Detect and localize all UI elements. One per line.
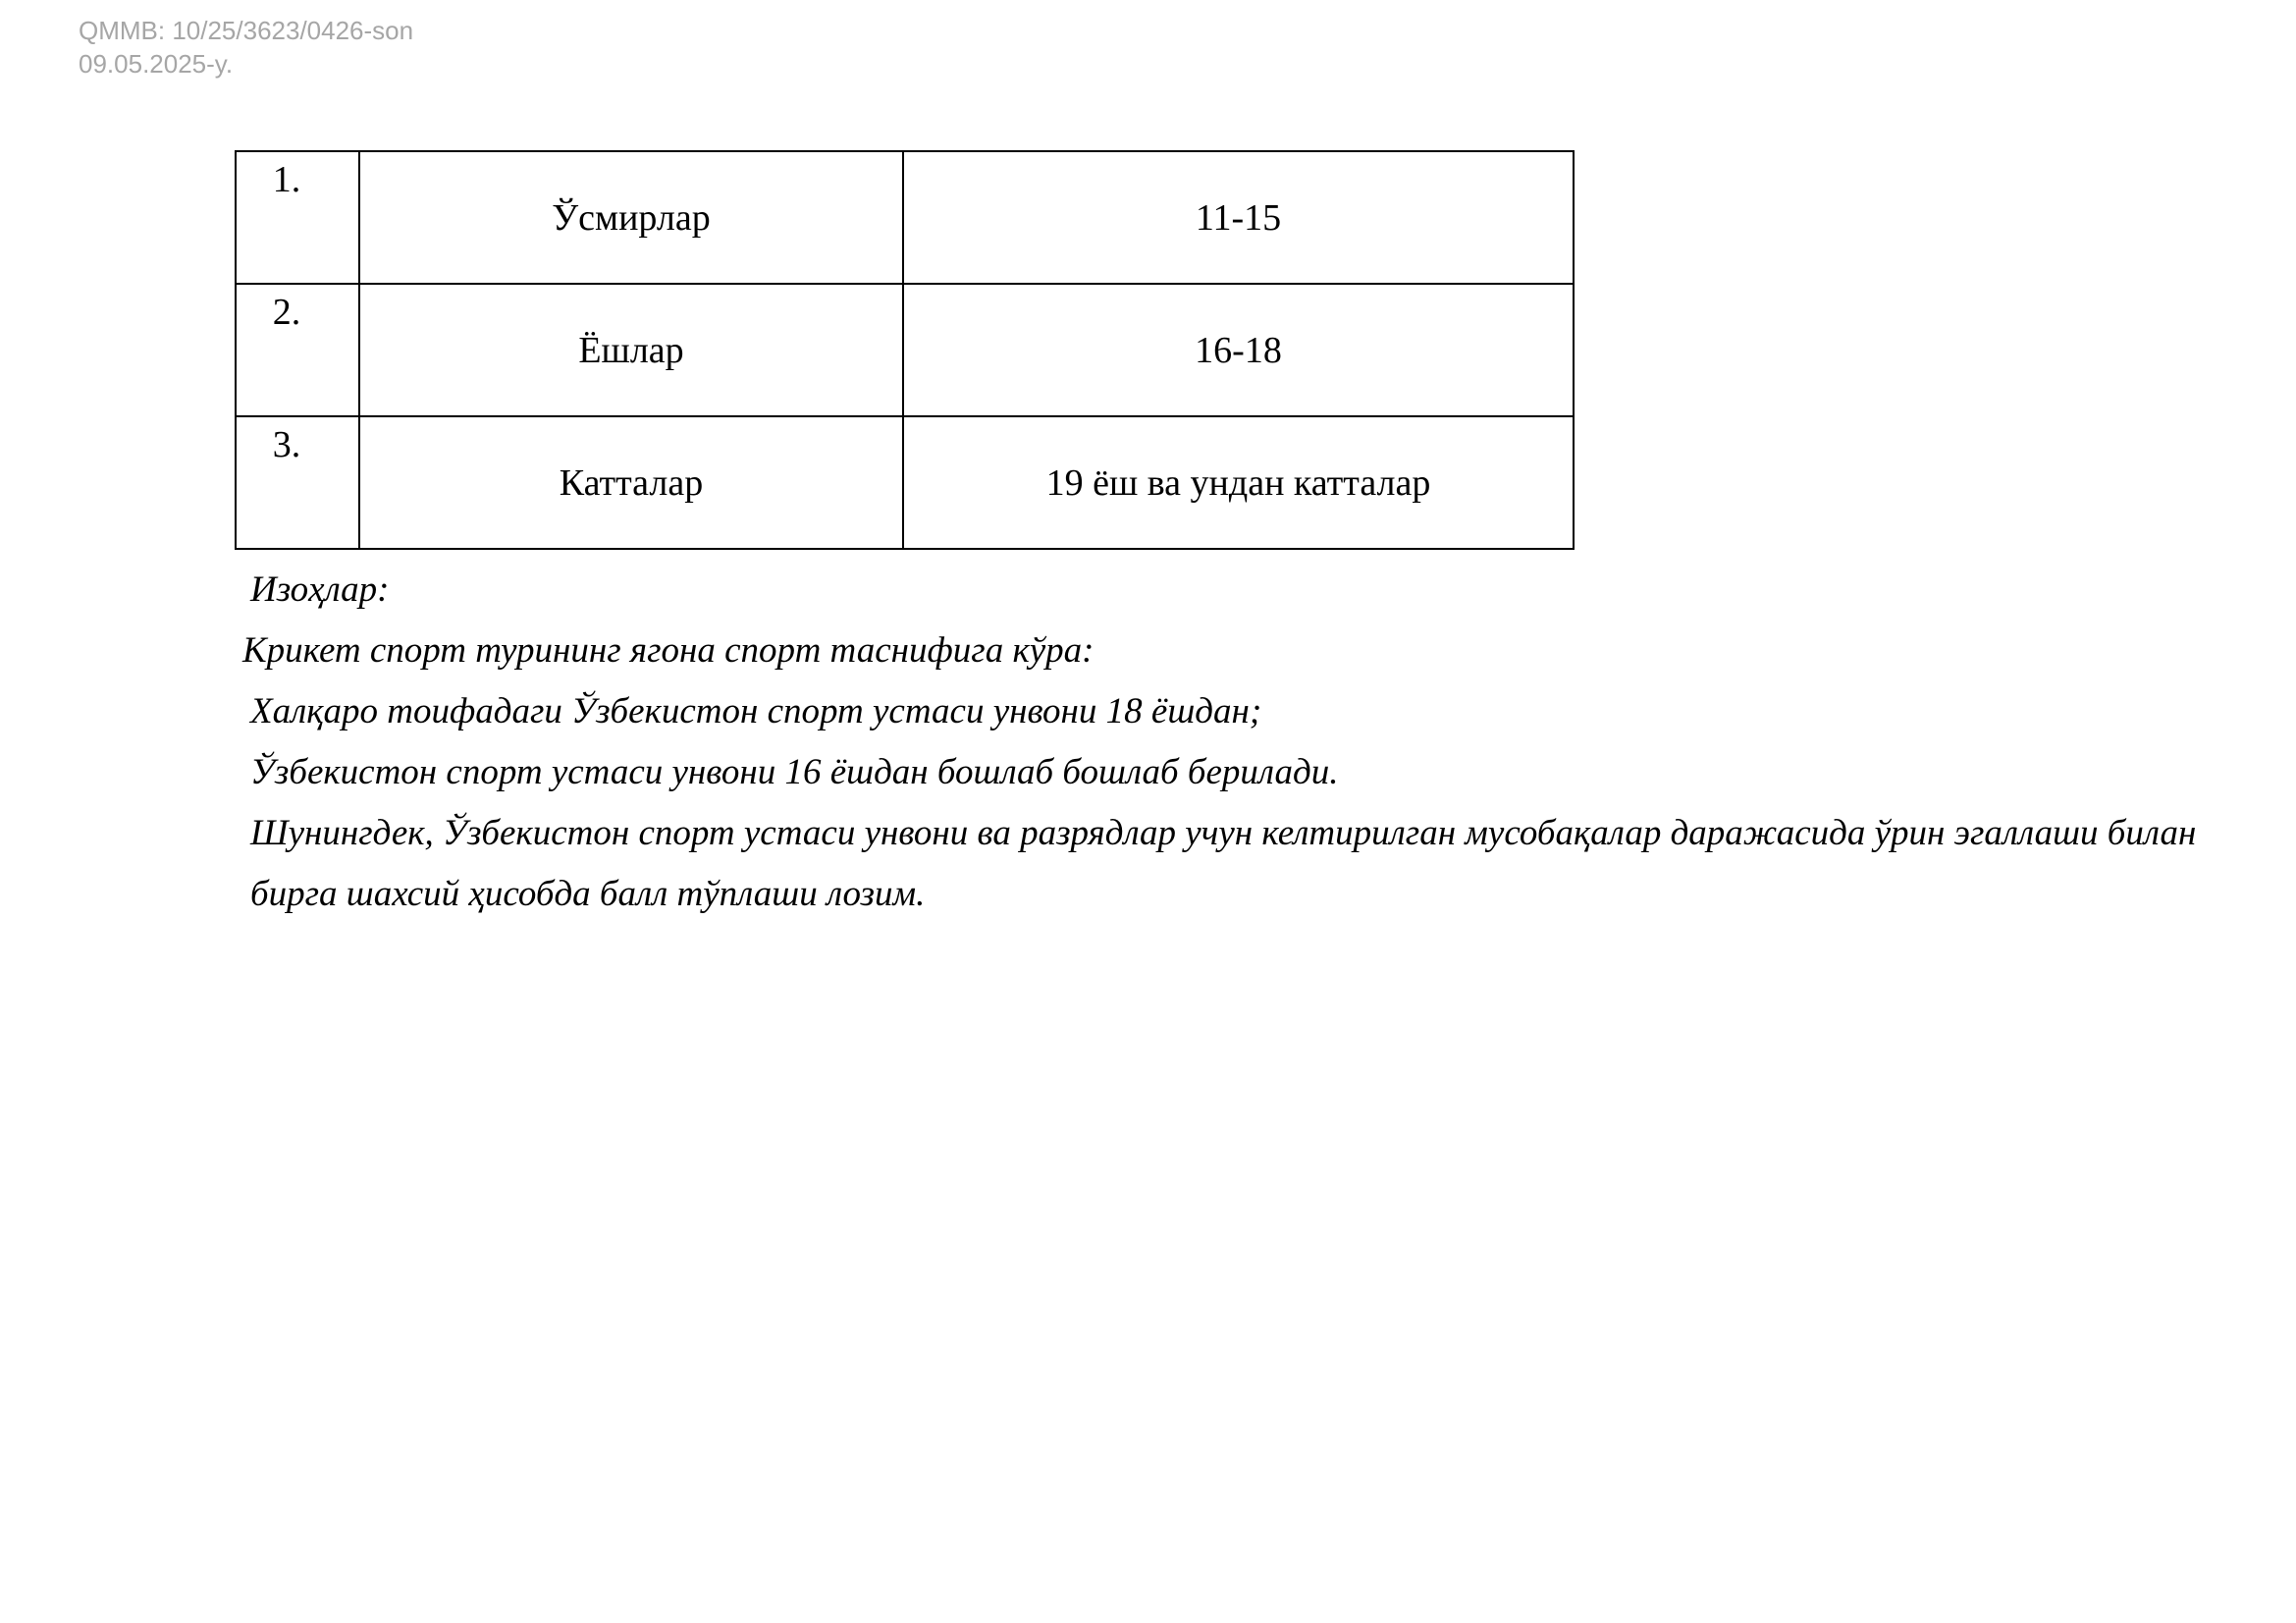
age-range: 16-18 (903, 284, 1574, 416)
age-group-name: Ёшлар (359, 284, 903, 416)
note-line: Крикет спорт турининг ягона спорт таснифига кўра: (242, 630, 1095, 671)
age-range: 11-15 (903, 151, 1574, 284)
notes-heading: Изоҳлар: (250, 569, 390, 610)
row-number: 2. (236, 284, 359, 416)
registration-stamp (79, 14, 413, 81)
registration-date: 09.05.2025-y. (79, 49, 234, 79)
table-row (236, 416, 1574, 549)
row-number: 3. (236, 416, 359, 549)
note-line: Ўзбекистон спорт устаси унвони 16 ёшдан бошлаб бошлаб берилади. (250, 752, 1339, 792)
registration-number: QMMB: 10/25/3623/0426-son (79, 16, 414, 45)
table-row (236, 151, 1574, 284)
age-group-name: Катталар (359, 416, 903, 549)
age-range: 19 ёш ва ундан катталар (903, 416, 1574, 549)
note-paragraph: Шунингдек, Ўзбекистон спорт устаси унвони ва разрядлар учун келтирилган мусобақалар даражасида ўрин эгаллаши билан бирга шахсий ҳисобда балл тўплаши лозим. (250, 813, 2197, 914)
age-group-table (235, 150, 1575, 550)
age-group-name: Ўсмирлар (359, 151, 903, 284)
row-number: 1. (236, 151, 359, 284)
notes-section (233, 560, 2216, 925)
table-row (236, 284, 1574, 416)
note-line: Халқаро тоифадаги Ўзбекистон спорт устаси унвони 18 ёшдан; (250, 691, 1262, 731)
